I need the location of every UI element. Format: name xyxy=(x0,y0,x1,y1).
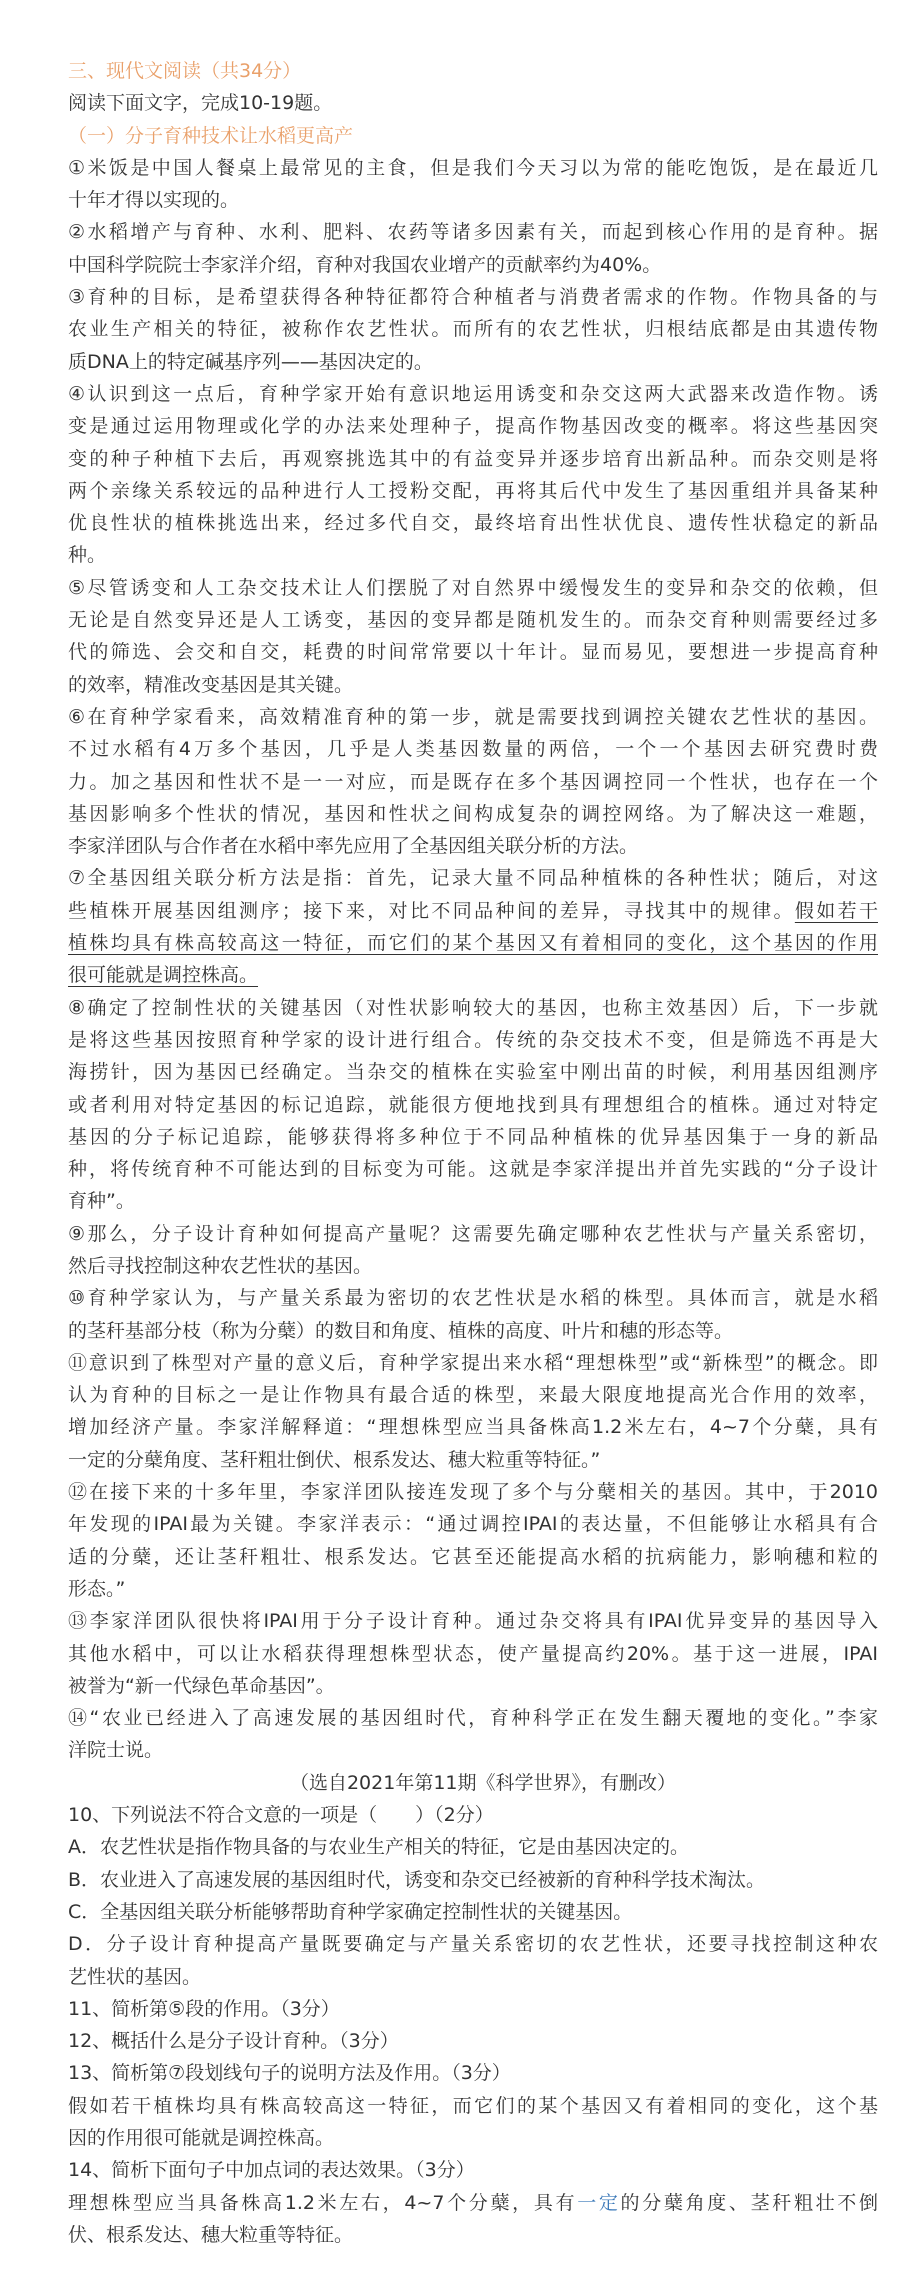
paragraph-11-line-2: 认为育种的目标之一是让作物具有最合适的株型，来最大限度地提高光合作用的效率， xyxy=(68,1384,878,1407)
paragraph-5-line-2: 无论是自然变异还是人工诱变，基因的变异都是随机发生的。而杂交育种则需要经过多 xyxy=(68,609,878,632)
paragraph-2-line-2: 中国科学院院士李家洋介绍，育种对我国农业增产的贡献率约为40%。 xyxy=(68,253,662,276)
paragraph-6-line-4: 基因影响多个性状的情况，基因和性状之间构成复杂的调控网络。为了解决这一难题， xyxy=(68,802,878,825)
paragraph-4-line-6: 种。 xyxy=(68,544,107,567)
question-10-option-d-line-1: D．分子设计育种提高产量既要确定与产量关系密切的农艺性状，还要寻找控制这种农 xyxy=(68,1933,878,1956)
marked-word: 一定 xyxy=(577,2191,621,2214)
paragraph-6-line-5: 李家洋团队与合作者在水稻中率先应用了全基因组关联分析的方法。 xyxy=(68,835,639,858)
paragraph-11-line-1: ⑪意识到了株型对产量的意义后，育种学家提出来水稻“理想株型”或“新株型”的概念。即 xyxy=(68,1351,878,1374)
underlined-sentence-start: 假如若干 xyxy=(794,899,878,922)
paragraph-7-line-2-text: 些植株开展基因组测序；接下来，对比不同品种间的差异，寻找其中的规律。 xyxy=(68,899,795,922)
paragraph-7 xyxy=(68,862,878,991)
article-paragraphs xyxy=(68,152,878,1767)
paragraph-8 xyxy=(68,992,878,1218)
paragraph-7-line-4 xyxy=(68,959,878,991)
article-heading: （一）分子育种技术让水稻更高产 xyxy=(68,124,354,147)
paragraph-5 xyxy=(68,572,878,701)
paragraph-10-line-1: ⑩育种学家认为，与产量关系最为密切的农艺性状是水稻的株型。具体而言，就是水稻 xyxy=(68,1287,878,1310)
paragraph-5-line-4: 的效率，精准改变基因是其关键。 xyxy=(68,673,354,696)
paragraph-7-line-1: ⑦全基因组关联分析方法是指：首先，记录大量不同品种植株的各种性状；随后，对这 xyxy=(68,867,878,890)
paragraph-6 xyxy=(68,701,878,862)
paragraph-14-line-2: 洋院士说。 xyxy=(68,1739,164,1762)
question-10-option-b: B．农业进入了高速发展的基因组时代，诱变和杂交已经被新的育种科学技术淘汰。 xyxy=(68,1868,766,1891)
paragraph-12-line-2: 年发现的IPAI最为关键。李家洋表示：“通过调控IPAI的表达量，不但能够让水稻具有合 xyxy=(68,1513,878,1536)
paragraph-2-line-1: ②水稻增产与育种、水利、肥料、农药等诸多因素有关，而起到核心作用的是育种。据 xyxy=(68,221,878,244)
question-14-quote-line-1 xyxy=(68,2187,878,2219)
question-13-quote-line-1: 假如若干植株均具有株高较高这一特征，而它们的某个基因又有着相同的变化，这个基 xyxy=(68,2094,878,2117)
paragraph-8-line-5: 基因的分子标记追踪，能够获得将多种位于不同品种植株的优异基因集于一身的新品 xyxy=(68,1125,878,1148)
paragraph-12 xyxy=(68,1476,878,1605)
question-14-quote-pre: 理想株型应当具备株高1.2米左右，4~7个分蘖，具有 xyxy=(68,2191,578,2214)
question-10-stem: 10、下列说法不符合文意的一项是（ ）（2分） xyxy=(68,1804,494,1827)
paragraph-4-line-1: ④认识到这一点后，育种学家开始有意识地运用诱变和杂交这两大武器来改造作物。诱 xyxy=(68,382,878,405)
question-11: 11、简析第⑤段的作用。（3分） xyxy=(68,1997,340,2020)
paragraph-6-line-3: 力。加之基因和性状不是一一对应，而是既存在多个基因调控同一个性状，也存在一个 xyxy=(68,770,878,793)
paragraph-12-line-3: 适的分蘖，还让茎秆粗壮、根系发达。它甚至还能提高水稻的抗病能力，影响穗和粒的 xyxy=(68,1545,878,1568)
paragraph-13-line-3: 被誉为“新一代绿色革命基因”。 xyxy=(68,1674,335,1697)
paragraph-4-line-5: 优良性状的植株挑选出来，经过多代自交，最终培育出性状优良、遗传性状稳定的新品 xyxy=(68,512,878,535)
document-body xyxy=(68,55,878,2251)
instructions: 阅读下面文字，完成10-19题。 xyxy=(68,92,333,115)
paragraph-3-line-3: 质DNA上的特定碱基序列——基因决定的。 xyxy=(68,350,433,373)
paragraph-9-line-1: ⑨那么，分子设计育种如何提高产量呢？这需要先确定哪种农艺性状与产量关系密切， xyxy=(68,1222,878,1245)
paragraph-10-line-2: 的茎秆基部分枝（称为分蘖）的数目和角度、植株的高度、叶片和穗的形态等。 xyxy=(68,1319,734,1342)
underlined-sentence-part-2: 植株均具有株高较高这一特征，而它们的某个基因又有着相同的变化，这个基因的作用 xyxy=(68,932,878,955)
question-13-quote-line-2: 因的作用很可能就是调控株高。 xyxy=(68,2127,335,2149)
question-14-stem: 14、简析下面句子中加点词的表达效果。（3分） xyxy=(68,2159,475,2182)
paragraph-7-line-3 xyxy=(68,927,878,959)
paragraph-3-line-2: 农业生产相关的特征，被称作农艺性状。而所有的农艺性状，归根结底都是由其遗传物 xyxy=(68,318,878,341)
paragraph-13 xyxy=(68,1605,878,1702)
paragraph-1-line-2: 十年才得以实现的。 xyxy=(68,189,240,212)
paragraph-1 xyxy=(68,152,878,217)
paragraph-1-line-1: ①米饭是中国人餐桌上最常见的主食，但是我们今天习以为常的能吃饱饭，是在最近几 xyxy=(68,156,878,179)
paragraph-2 xyxy=(68,216,878,281)
paragraph-6-line-1: ⑥在育种学家看来，高效精准育种的第一步，就是需要找到调控关键农艺性状的基因。 xyxy=(68,705,878,728)
paragraph-3-line-1: ③育种的目标，是希望获得各种特征都符合种植者与消费者需求的作物。作物具备的与 xyxy=(68,286,878,309)
question-10-option-a: A．农艺性状是指作物具备的与农业生产相关的特征，它是由基因决定的。 xyxy=(68,1836,689,1859)
paragraph-8-line-7: 育种”。 xyxy=(68,1190,135,1213)
paragraph-5-line-3: 代的筛选、会交和自交，耗费的时间常常要以十年计。显而易见，要想进一步提高育种 xyxy=(68,641,878,664)
paragraph-8-line-1: ⑧确定了控制性状的关键基因（对性状影响较大的基因，也称主效基因）后，下一步就 xyxy=(68,996,878,1019)
source-note: （选自2021年第11期《科学世界》，有删改） xyxy=(289,1771,677,1794)
paragraph-8-line-2: 是将这些基因按照育种学家的设计进行组合。传统的杂交技术不变，但是筛选不再是大 xyxy=(68,1028,878,1051)
underlined-sentence-part-3: 很可能就是调控株高。 xyxy=(68,964,259,987)
paragraph-8-line-3: 海捞针，因为基因已经确定。当杂交的植株在实验室中刚出苗的时候，利用基因组测序 xyxy=(68,1061,878,1084)
paragraph-11 xyxy=(68,1347,878,1476)
paragraph-7-line-2 xyxy=(68,895,878,927)
paragraph-4-line-3: 变的种子种植下去后，再观察挑选其中的有益变异并逐步培育出新品种。而杂交则是将 xyxy=(68,447,878,470)
paragraph-13-line-2: 其他水稻中，可以让水稻获得理想株型状态，使产量提高约20%。基于这一进展，IPAI xyxy=(68,1642,878,1665)
paragraph-12-line-1: ⑫在接下来的十多年里，李家洋团队接连发现了多个与分蘖相关的基因。其中，于2010 xyxy=(68,1481,878,1504)
paragraph-13-line-1: ⑬李家洋团队很快将IPAI用于分子设计育种。通过杂交将具有IPAI优异变异的基因导入 xyxy=(68,1610,878,1633)
paragraph-14-line-1: ⑭“农业已经进入了高速发展的基因组时代，育种科学正在发生翻天覆地的变化。”李家 xyxy=(68,1707,878,1730)
question-13-stem: 13、简析第⑦段划线句子的说明方法及作用。（3分） xyxy=(68,2062,511,2085)
paragraph-12-line-4: 形态。” xyxy=(68,1577,126,1600)
paragraph-8-line-4: 或者利用对特定基因的标记追踪，就能很方便地找到具有理想组合的植株。通过对特定 xyxy=(68,1093,878,1116)
paragraph-8-line-6: 种，将传统育种不可能达到的目标变为可能。这就是李家洋提出并首先实践的“分子设计 xyxy=(68,1158,878,1181)
paragraph-10 xyxy=(68,1282,878,1347)
question-12: 12、概括什么是分子设计育种。（3分） xyxy=(68,2030,399,2053)
question-10-option-c: C．全基因组关联分析能够帮助育种学家确定控制性状的关键基因。 xyxy=(68,1900,633,1923)
paragraph-11-line-3: 增加经济产量。李家洋解释道：“理想株型应当具备株高1.2米左右，4~7个分蘖，具有 xyxy=(68,1416,878,1439)
section-heading: 三、现代文阅读（共34分） xyxy=(68,60,302,82)
question-14-quote-line-2: 伏、根系发达、穗大粒重等特征。 xyxy=(68,2223,354,2246)
paragraph-4-line-4: 两个亲缘关系较远的品种进行人工授粉交配，再将其后代中发生了基因重组并具备某种 xyxy=(68,479,878,502)
paragraph-4 xyxy=(68,378,878,572)
paragraph-6-line-2: 不过水稻有4万多个基因，几乎是人类基因数量的两倍，一个一个基因去研究费时费 xyxy=(68,738,878,761)
question-14-quote-post: 的分蘖角度、茎秆粗壮不倒 xyxy=(620,2191,878,2214)
paragraph-9 xyxy=(68,1218,878,1283)
question-10-option-d-line-2: 艺性状的基因。 xyxy=(68,1965,202,1988)
paragraph-14 xyxy=(68,1702,878,1767)
paragraph-9-line-2: 然后寻找控制这种农艺性状的基因。 xyxy=(68,1254,373,1277)
paragraph-11-line-4: 一定的分蘖角度、茎秆粗壮倒伏、根系发达、穗大粒重等特征。” xyxy=(68,1448,601,1471)
paragraph-5-line-1: ⑤尽管诱变和人工杂交技术让人们摆脱了对自然界中缓慢发生的变异和杂交的依赖，但 xyxy=(68,576,878,599)
paragraph-4-line-2: 变是通过运用物理或化学的办法来处理种子，提高作物基因改变的概率。将这些基因突 xyxy=(68,415,878,438)
paragraph-3 xyxy=(68,281,878,378)
